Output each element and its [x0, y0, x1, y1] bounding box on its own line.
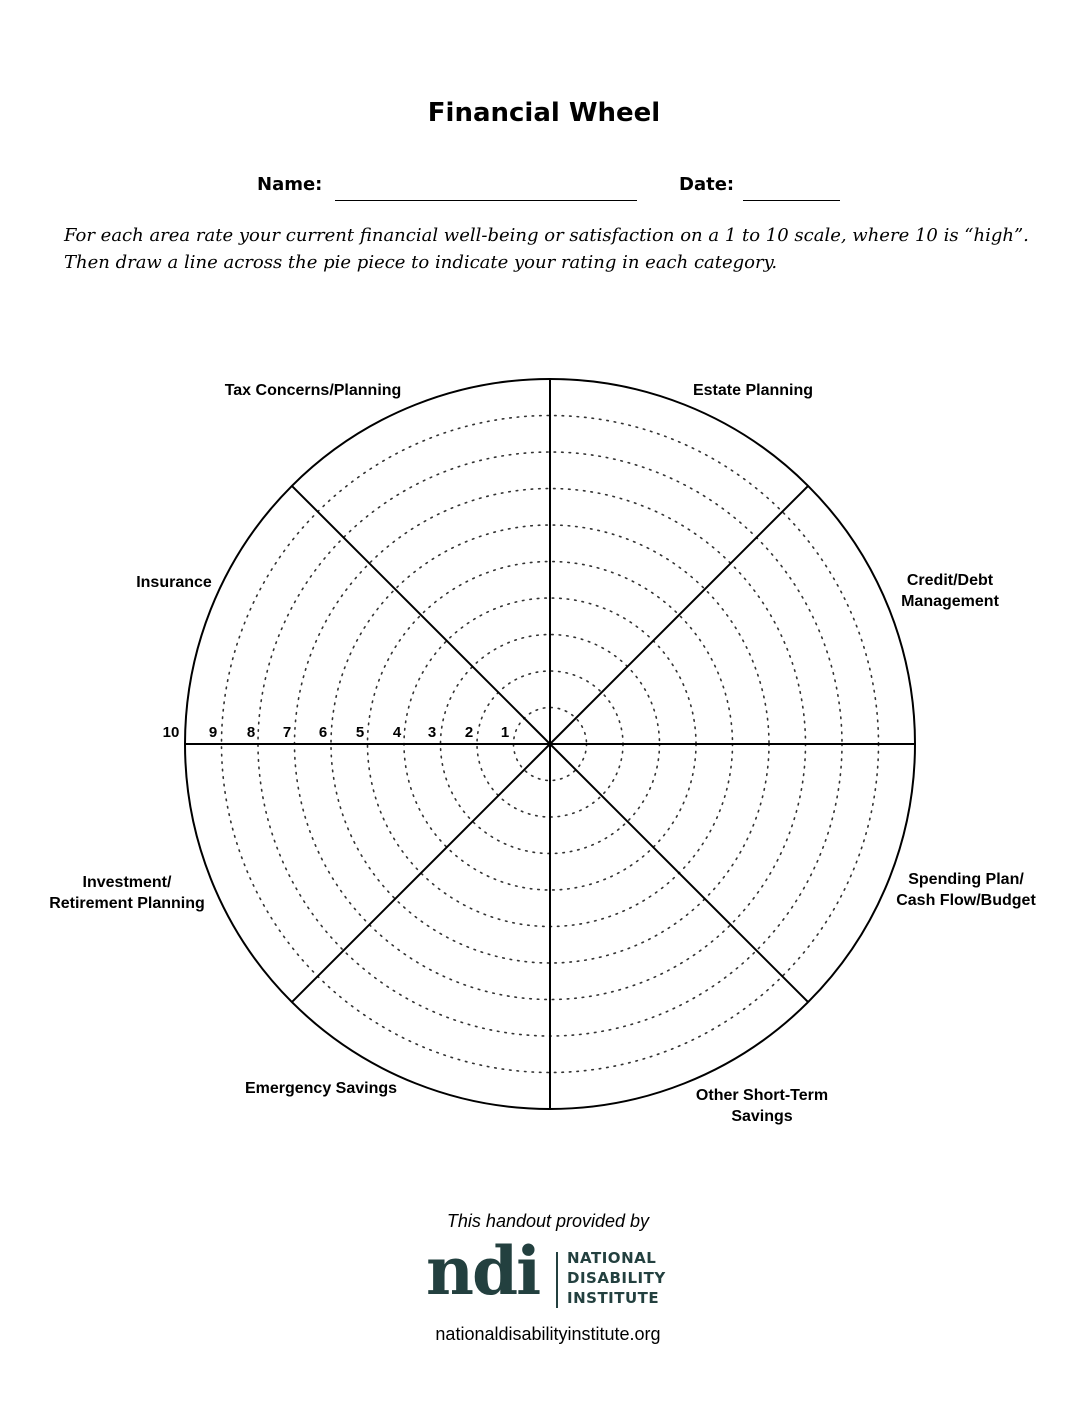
category-label-line: Cash Flow/Budget	[896, 892, 1036, 909]
category-label	[49, 874, 205, 912]
scale-number: 8	[246, 724, 256, 741]
category-label-line: Tax Concerns/Planning	[224, 382, 402, 399]
category-label	[136, 574, 212, 591]
logo-wordmark	[567, 1248, 666, 1308]
wheel-spoke	[550, 744, 808, 1002]
category-label-line: Savings	[731, 1108, 793, 1125]
category-label-line: Retirement Planning	[49, 895, 205, 912]
category-label-line: Other Short-Term	[695, 1087, 829, 1104]
instructions-text: For each area rate your current financial well-being or satisfaction on a 1 to 10 scale, where 10 is “high”. Then draw a line across the pie piece to indicate your rating in each category.	[64, 225, 1029, 273]
rating-scale	[163, 724, 510, 741]
category-label-line: Insurance	[136, 574, 212, 591]
category-label	[696, 1087, 828, 1125]
date-label: Date:	[679, 174, 735, 195]
category-label-line: Spending Plan/	[908, 871, 1024, 888]
scale-number: 3	[427, 724, 437, 741]
scale-number: 2	[464, 724, 474, 741]
category-label-line: Estate Planning	[692, 382, 814, 399]
wheel-spokes	[185, 379, 915, 1109]
logo-line: DISABILITY	[567, 1269, 666, 1287]
scale-number: 9	[208, 724, 218, 741]
wheel-spoke	[550, 486, 808, 744]
logo-mark: ndi	[426, 1232, 540, 1310]
scale-number: 5	[355, 724, 365, 741]
logo-divider	[556, 1252, 558, 1308]
scale-number: 6	[318, 724, 328, 741]
category-label	[693, 382, 813, 399]
category-labels	[49, 382, 1036, 1125]
provided-by-text: This handout provided by	[446, 1211, 650, 1231]
ndi-logo	[426, 1232, 676, 1316]
website-link[interactable]: nationaldisabilityinstitute.org	[435, 1324, 661, 1344]
category-label-line: Management	[901, 593, 999, 610]
category-label	[225, 382, 402, 399]
logo-line: INSTITUTE	[567, 1289, 660, 1307]
category-label	[901, 572, 999, 610]
scale-number: 10	[162, 724, 180, 741]
scale-number: 1	[500, 724, 510, 741]
page-title: Financial Wheel	[427, 98, 661, 128]
category-label	[896, 871, 1036, 909]
wheel-spoke	[292, 744, 550, 1002]
category-label-line: Investment/	[82, 874, 172, 891]
scale-number: 7	[282, 724, 292, 741]
name-label: Name:	[257, 174, 323, 195]
wheel-spoke	[292, 486, 550, 744]
category-label-line: Emergency Savings	[244, 1080, 398, 1097]
logo-line: NATIONAL	[567, 1249, 657, 1267]
category-label-line: Credit/Debt	[906, 572, 994, 589]
scale-number: 4	[392, 724, 402, 741]
category-label	[245, 1080, 397, 1097]
